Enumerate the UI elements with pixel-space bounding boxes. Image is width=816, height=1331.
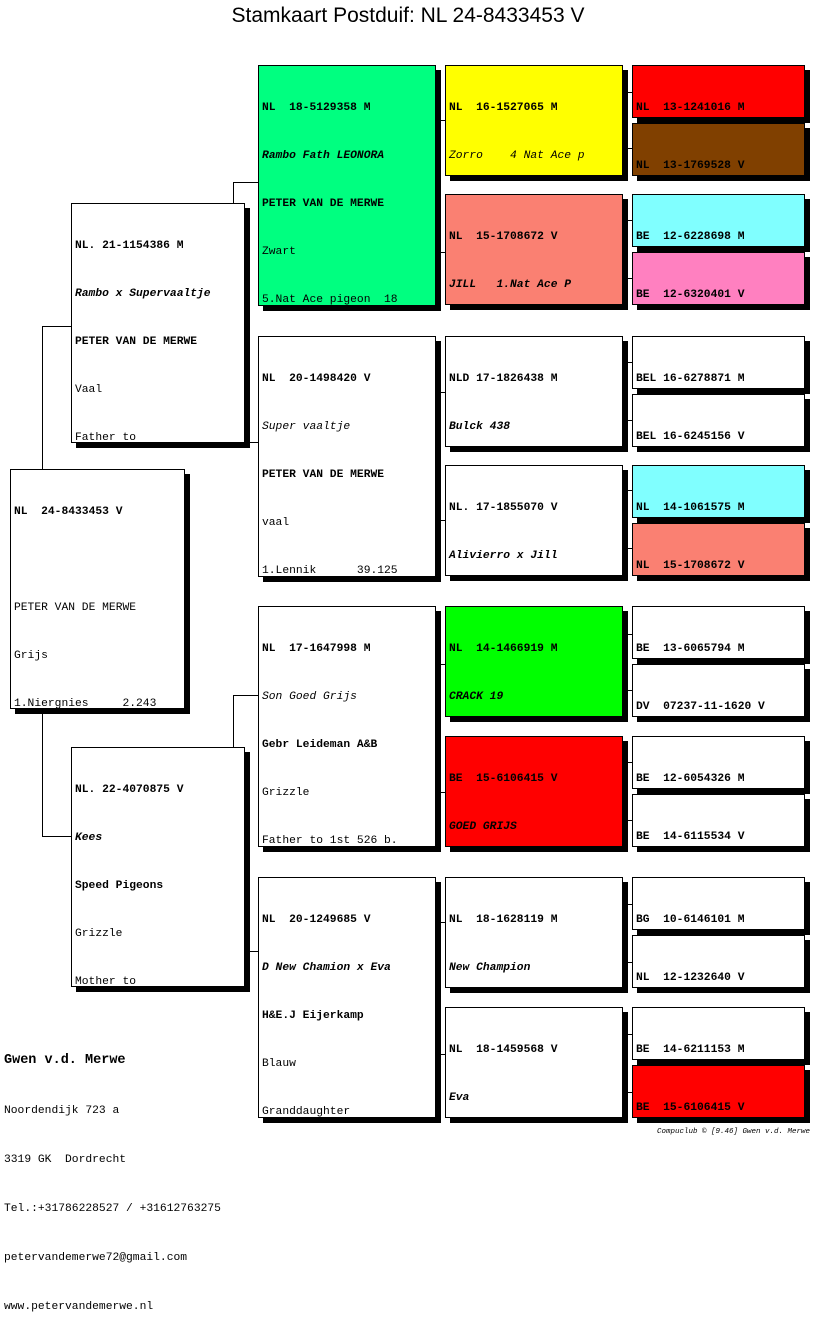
pedigree-box-great-grandparent[interactable] <box>445 194 623 305</box>
pedigree-box-great-grandparent[interactable] <box>445 336 623 447</box>
pedigree-box-great-grandparent[interactable] <box>445 736 623 847</box>
connector-line <box>623 634 624 690</box>
connector-line <box>436 922 437 1054</box>
connector-line <box>42 326 72 327</box>
pedigree-box-mother[interactable] <box>71 747 245 987</box>
pigeon-name: Zorro 4 Nat Ace p <box>449 150 585 162</box>
pedigree-box-gg-grandparent[interactable] <box>632 465 805 518</box>
breeder: PETER VAN DE MERWE <box>262 198 385 210</box>
pigeon-name: Kees <box>75 832 103 844</box>
pedigree-box-gg-grandparent[interactable] <box>632 736 805 789</box>
pedigree-box-great-grandparent[interactable] <box>445 877 623 988</box>
ring-number: NL. 22-4070875 V <box>75 784 184 796</box>
line: Vaal <box>75 384 103 396</box>
pedigree-box-gg-grandparent[interactable] <box>632 65 805 118</box>
breeder: H&E.J Eijerkamp <box>262 1010 364 1022</box>
ring-number: NL 14-1466919 M <box>449 643 558 655</box>
owner-address-1: Noordendijk 723 a <box>4 1105 120 1118</box>
connector-line <box>623 490 624 548</box>
ring-number: NL 12-1232640 V <box>636 972 745 984</box>
pigeon-name: Rambo Fath LEONORA <box>262 150 385 162</box>
ring-number: NL 20-1249685 V <box>262 914 371 926</box>
line: Zwart <box>262 246 296 258</box>
page-title: Stamkaart Postduif: NL 24-8433453 V <box>231 4 585 27</box>
line: Mother to <box>75 976 137 987</box>
pedigree-box-great-grandparent[interactable] <box>445 465 623 576</box>
pedigree-box-grandparent[interactable] <box>258 65 436 306</box>
line: Father to <box>75 432 137 443</box>
connector-line <box>623 220 624 278</box>
line: Grijs <box>14 650 48 662</box>
ring-number: NL 24-8433453 V <box>14 506 123 518</box>
ring-number: BE 15-6106415 V <box>449 773 558 785</box>
ring-number: NL 15-1708672 V <box>636 560 745 572</box>
pigeon-name: Son Goed Grijs <box>262 691 357 703</box>
connector-line <box>623 762 624 820</box>
connector-line <box>42 836 72 837</box>
connector-line <box>42 708 43 836</box>
ring-number: BE 12-6054326 M <box>636 773 745 785</box>
pigeon-name: Eva <box>449 1092 470 1104</box>
ring-number: BE 14-6211153 M <box>636 1044 745 1056</box>
pigeon-name: JILL 1.Nat Ace P <box>449 279 572 291</box>
owner-website[interactable]: www.petervandemerwe.nl <box>4 1300 154 1313</box>
pigeon-name: GOED GRIJS <box>449 821 517 833</box>
pedigree-box-great-grandparent[interactable] <box>445 606 623 717</box>
owner-name: Gwen v.d. Merwe <box>4 1052 126 1068</box>
pedigree-box-gg-grandparent[interactable] <box>632 123 805 176</box>
ring-number: BE 15-6106415 V <box>636 1102 745 1114</box>
ring-number: NL 18-1628119 M <box>449 914 558 926</box>
pedigree-box-gg-grandparent[interactable] <box>632 794 805 847</box>
ring-number: NL 15-1708672 V <box>449 231 558 243</box>
line: Blauw <box>262 1058 296 1070</box>
ring-number: NL. 17-1855070 V <box>449 502 558 514</box>
line: Father to 1st 526 b. <box>262 835 398 847</box>
owner-address-2: 3319 GK Dordrecht <box>4 1154 127 1167</box>
connector-line <box>436 392 437 520</box>
ring-number: BEL 16-6278871 M <box>636 373 745 385</box>
breeder: Speed Pigeons <box>75 880 164 892</box>
ring-number: BEL 16-6245156 V <box>636 431 745 443</box>
line: Granddaughter <box>262 1106 351 1118</box>
pigeon-name: D New Chamion x Eva <box>262 962 391 974</box>
ring-number: NL 13-1769528 V <box>636 160 745 172</box>
pedigree-box-gg-grandparent[interactable] <box>632 523 805 576</box>
pedigree-box-grandparent[interactable] <box>258 606 436 847</box>
breeder: Gebr Leideman A&B <box>262 739 378 751</box>
owner-phone: Tel.:+31786228527 / +31612763275 <box>4 1202 221 1215</box>
line: 1.Lennik 39.125 <box>262 565 398 577</box>
ring-number: NL 13-1241016 M <box>636 102 745 114</box>
ring-number: NL 20-1498420 V <box>262 373 371 385</box>
pedigree-box-subject[interactable] <box>10 469 185 709</box>
owner-email[interactable]: petervandemerwe72@gmail.com <box>4 1251 188 1264</box>
pigeon-name: Bulck 438 <box>449 421 511 433</box>
pedigree-box-father[interactable] <box>71 203 245 443</box>
ring-number: NL 17-1647998 M <box>262 643 371 655</box>
pigeon-name: Alivierro x Jill <box>449 550 558 562</box>
pedigree-box-gg-grandparent[interactable] <box>632 336 805 389</box>
ring-number: NL 18-1459568 V <box>449 1044 558 1056</box>
pedigree-box-gg-grandparent[interactable] <box>632 1065 805 1118</box>
line: PETER VAN DE MERWE <box>14 602 137 614</box>
pedigree-box-great-grandparent[interactable] <box>445 65 623 176</box>
ring-number: NL. 21-1154386 M <box>75 240 184 252</box>
line: Grizzle <box>262 787 310 799</box>
ring-number: BE 14-6115534 V <box>636 831 745 843</box>
connector-line <box>42 326 43 469</box>
line: vaal <box>262 517 290 529</box>
owner-contact <box>4 1018 221 1331</box>
pedigree-box-grandparent[interactable] <box>258 336 436 577</box>
ring-number: NL 16-1527065 M <box>449 102 558 114</box>
line: 5.Nat Ace pigeon 18 <box>262 294 398 306</box>
ring-number: BE 12-6228698 M <box>636 231 745 243</box>
connector-line <box>436 120 437 252</box>
connector-line <box>233 695 259 696</box>
ring-number: BE 13-6065794 M <box>636 643 745 655</box>
ring-number: BE 12-6320401 V <box>636 289 745 301</box>
connector-line <box>233 182 259 183</box>
ring-number: BG 10-6146101 M <box>636 914 745 926</box>
line: Grizzle <box>75 928 123 940</box>
pedigree-box-great-grandparent[interactable] <box>445 1007 623 1118</box>
connector-line <box>623 92 624 148</box>
connector-line <box>623 1034 624 1092</box>
line: 1.Niergnies 2.243 <box>14 698 157 709</box>
ring-number: NL 14-1061575 M <box>636 502 745 514</box>
pedigree-box-gg-grandparent[interactable] <box>632 664 805 717</box>
breeder: PETER VAN DE MERWE <box>75 336 198 348</box>
breeder: PETER VAN DE MERWE <box>262 469 385 481</box>
pedigree-box-gg-grandparent[interactable] <box>632 877 805 930</box>
pedigree-box-grandparent[interactable] <box>258 877 436 1118</box>
connector-line <box>623 362 624 420</box>
pedigree-box-gg-grandparent[interactable] <box>632 935 805 988</box>
ring-number: DV 07237-11-1620 V <box>636 701 765 713</box>
connector-line <box>436 664 437 792</box>
footer-credit: Compuclub © [9.46] Gwen v.d. Merwe <box>656 1128 810 1136</box>
pedigree-box-gg-grandparent[interactable] <box>632 252 805 305</box>
ring-number: NL 18-5129358 M <box>262 102 371 114</box>
pedigree-box-gg-grandparent[interactable] <box>632 194 805 247</box>
pigeon-name: CRACK 19 <box>449 691 504 703</box>
line <box>14 552 181 568</box>
pigeon-name: New Champion <box>449 962 531 974</box>
connector-line <box>623 904 624 962</box>
pigeon-name: Super vaaltje <box>262 421 351 433</box>
pedigree-box-gg-grandparent[interactable] <box>632 606 805 659</box>
pedigree-box-gg-grandparent[interactable] <box>632 394 805 447</box>
ring-number: NLD 17-1826438 M <box>449 373 558 385</box>
connector-line <box>233 695 234 748</box>
pedigree-box-gg-grandparent[interactable] <box>632 1007 805 1060</box>
pigeon-name: Rambo x Supervaaltje <box>75 288 211 300</box>
connector-line <box>243 442 259 443</box>
